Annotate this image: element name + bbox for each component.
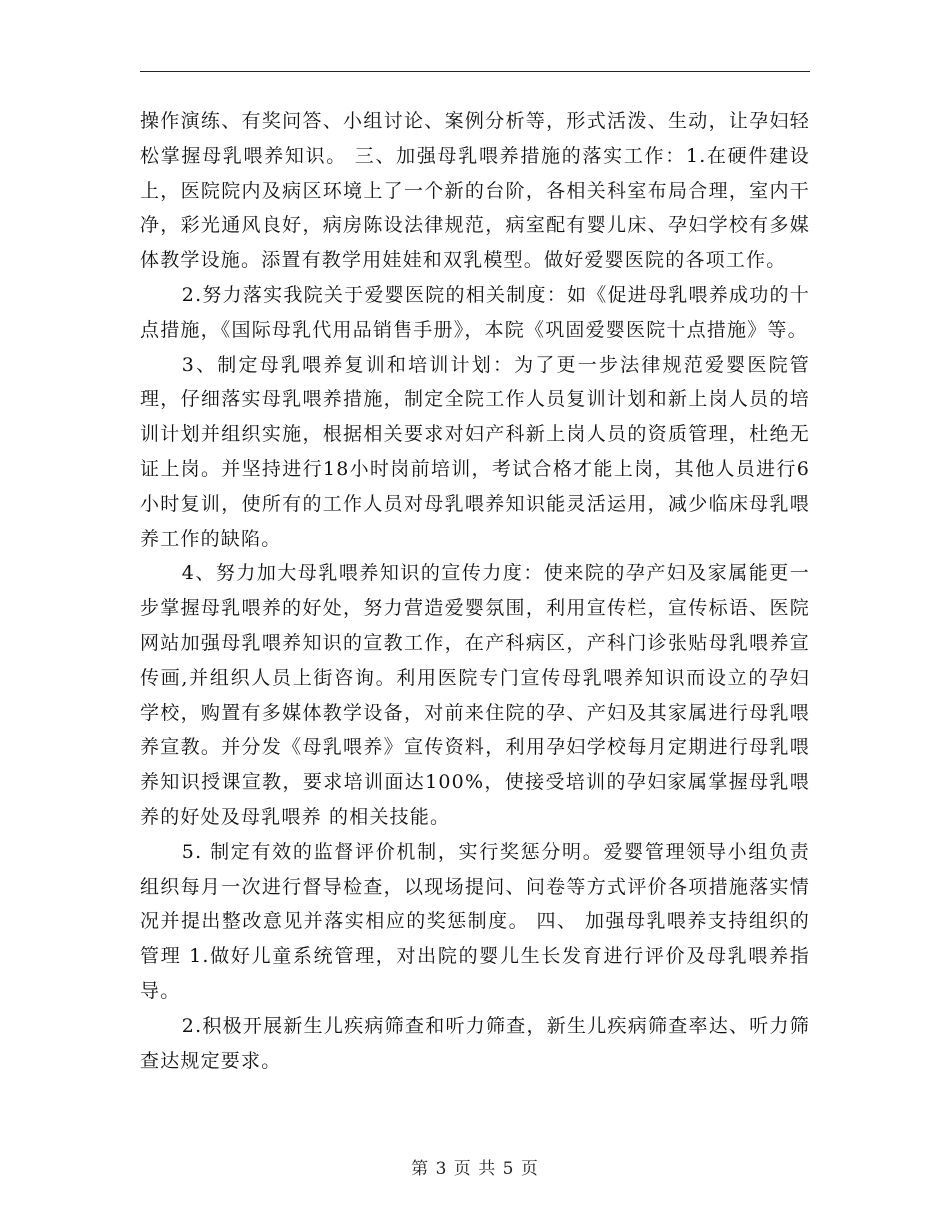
paragraph-5: 5. 制定有效的监督评价机制，实行奖惩分明。爱婴管理领导小组负责组织每月一次进行督导检查，以现场提问、问卷等方式评价各项措施落实情况并提出整改意见并落实相应的奖惩制度。 四、 加强母乳喂养支持组织的管理 1.做好儿童系统管理，对出院的婴儿生长发育进行评价及母乳喂养指导。: [140, 840, 810, 1002]
header-rule: [140, 71, 810, 72]
paragraph-1: 操作演练、有奖问答、小组讨论、案例分析等，形式活泼、生动，让孕妇轻松掌握母乳喂养知识。 三、加强母乳喂养措施的落实工作：1.在硬件建设上，医院院内及病区环境上了一个新的台阶，各相关科室布局合理，室内干净，彩光通风良好，病房陈设法律规范，病室配有婴儿床、孕妇学校有多媒体教学设施。添置有教学用娃娃和双乳模型。做好爱婴医院的各项工作。: [140, 110, 810, 272]
page-number-label: 第 3 页 共 5 页: [411, 1159, 539, 1179]
paragraph-6: 2.积极开展新生儿疾病筛查和听力筛查，新生儿疾病筛查率达、听力筛查达规定要求。: [140, 1014, 810, 1072]
page-footer: [0, 1154, 950, 1179]
paragraph-3: 3、制定母乳喂养复训和培训计划：为了更一步法律规范爱婴医院管理，仔细落实母乳喂养措施，制定全院工作人员复训计划和新上岗人员的培训计划并组织实施，根据相关要求对妇产科新上岗人员的资质管理，杜绝无证上岗。并坚持进行18小时岗前培训，考试合格才能上岗，其他人员进行6小时复训，使所有的工作人员对母乳喂养知识能灵活运用，减少临床母乳喂养工作的缺陷。: [140, 353, 810, 550]
document-body: [140, 104, 810, 1078]
paragraph-4: 4、努力加大母乳喂养知识的宣传力度：使来院的孕产妇及家属能更一步掌握母乳喂养的好处，努力营造爱婴氛围，利用宣传栏，宣传标语、医院网站加强母乳喂养知识的宣教工作，在产科病区，产科门诊张贴母乳喂养宣传画,并组织人员上街咨询。利用医院专门宣传母乳喂养知识而设立的孕妇学校，购置有多媒体教学设备，对前来住院的孕、产妇及其家属进行母乳喂养宣教。并分发《母乳喂养》宣传资料，利用孕妇学校每月定期进行母乳喂养知识授课宣教，要求培训面达100%，使接受培训的孕妇家属掌握母乳喂养的好处及母乳喂养 的相关技能。: [140, 562, 810, 828]
paragraph-2: 2.努力落实我院关于爱婴医院的相关制度：如《促进母乳喂养成功的十点措施，《国际母乳代用品销售手册》，本院《巩固爱婴医院十点措施》等。: [140, 283, 810, 341]
